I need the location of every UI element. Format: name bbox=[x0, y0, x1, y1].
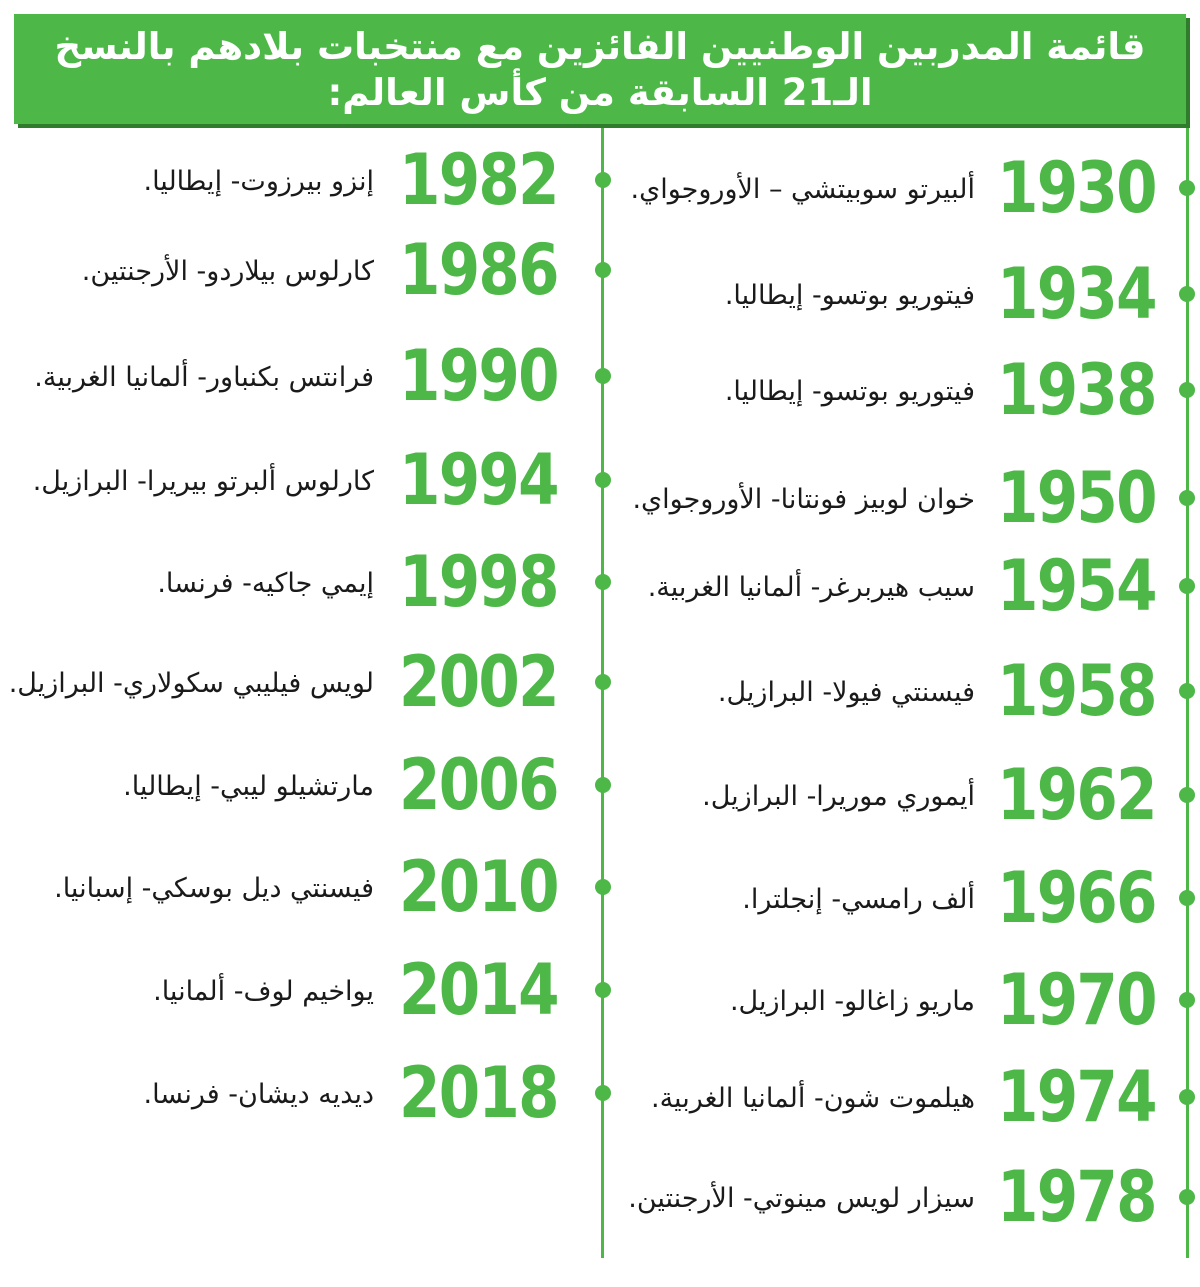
timeline-entry bbox=[0, 642, 614, 722]
timeline-dot-icon bbox=[1179, 890, 1195, 906]
entry-year: 1970 bbox=[997, 959, 1156, 1041]
timeline-entry bbox=[600, 350, 1200, 430]
timeline-entry bbox=[0, 542, 614, 622]
entry-year: 2018 bbox=[399, 1052, 558, 1134]
timeline-dot-icon bbox=[595, 574, 611, 590]
timeline-entry bbox=[0, 230, 614, 310]
entry-year: 2006 bbox=[399, 744, 558, 826]
timeline-entry bbox=[0, 140, 614, 220]
timeline-entry bbox=[0, 847, 614, 927]
timeline-dot-icon bbox=[1179, 578, 1195, 594]
timeline-entry bbox=[600, 651, 1200, 731]
timeline-dot-icon bbox=[595, 1085, 611, 1101]
timeline-dot-icon bbox=[1179, 787, 1195, 803]
entry-year: 1950 bbox=[997, 457, 1156, 539]
entry-year: 2010 bbox=[399, 846, 558, 928]
timeline-dot-icon bbox=[595, 472, 611, 488]
timeline-entry bbox=[0, 745, 614, 825]
timeline-entry bbox=[600, 148, 1200, 228]
timeline-entry bbox=[0, 336, 614, 416]
timeline-entry bbox=[600, 546, 1200, 626]
entry-year: 1986 bbox=[399, 229, 558, 311]
entry-text: فيسنتي ديل بوسكي- إسبانيا. bbox=[54, 873, 374, 904]
entry-text: يواخيم لوف- ألمانيا. bbox=[153, 976, 374, 1007]
entry-text: هيلموت شون- ألمانيا الغربية. bbox=[650, 1083, 975, 1114]
timeline-dot-icon bbox=[1179, 382, 1195, 398]
timeline-entry bbox=[600, 755, 1200, 835]
entry-text: سيب هيربرغر- ألمانيا الغربية. bbox=[647, 572, 975, 603]
timeline-dot-icon bbox=[595, 879, 611, 895]
timeline-dot-icon bbox=[595, 368, 611, 384]
entry-text: كارلوس ألبرتو بيريرا- البرازيل. bbox=[32, 466, 374, 497]
entry-year: 2002 bbox=[399, 641, 558, 723]
timeline-dot-icon bbox=[595, 674, 611, 690]
entry-year: 1954 bbox=[997, 545, 1156, 627]
entry-year: 1978 bbox=[997, 1156, 1156, 1238]
timeline-dot-icon bbox=[1179, 1089, 1195, 1105]
entry-year: 1982 bbox=[399, 139, 558, 221]
entry-text: لويس فيليبي سكولاري- البرازيل. bbox=[8, 668, 374, 699]
entry-text: ألف رامسي- إنجلترا. bbox=[742, 884, 975, 915]
timeline-entry bbox=[0, 950, 614, 1030]
entry-year: 1938 bbox=[997, 349, 1156, 431]
entry-year: 1998 bbox=[399, 541, 558, 623]
entry-text: فيتوريو بوتسو- إيطاليا. bbox=[724, 280, 975, 311]
timeline-entry bbox=[600, 1157, 1200, 1237]
entry-text: ماريو زاغالو- البرازيل. bbox=[729, 986, 975, 1017]
entry-text: إيمي جاكيه- فرنسا. bbox=[157, 568, 374, 599]
timeline-entry bbox=[0, 440, 614, 520]
entry-year: 1930 bbox=[997, 147, 1156, 229]
timeline-dot-icon bbox=[595, 982, 611, 998]
title-banner bbox=[14, 14, 1186, 124]
timeline-entry bbox=[600, 1057, 1200, 1137]
timeline-dot-icon bbox=[1179, 490, 1195, 506]
entry-text: سيزار لويس مينوتي- الأرجنتين. bbox=[628, 1183, 975, 1214]
timeline-dot-icon bbox=[1179, 286, 1195, 302]
entry-year: 1962 bbox=[997, 754, 1156, 836]
entry-text: فيتوريو بوتسو- إيطاليا. bbox=[724, 376, 975, 407]
page-title: قائمة المدربين الوطنيين الفائزين مع منتخبات بلادهم بالنسخ الـ21 السابقة من كأس العالم: bbox=[54, 25, 1146, 114]
timeline-entry bbox=[600, 458, 1200, 538]
entry-text: كارلوس بيلاردو- الأرجنتين. bbox=[81, 256, 374, 287]
entry-text: إنزو بيرزوت- إيطاليا. bbox=[143, 166, 374, 197]
timeline-dot-icon bbox=[1179, 1189, 1195, 1205]
entry-year: 1934 bbox=[997, 253, 1156, 335]
timeline-dot-icon bbox=[595, 262, 611, 278]
entry-year: 2014 bbox=[399, 949, 558, 1031]
timeline-dot-icon bbox=[595, 172, 611, 188]
entry-year: 1990 bbox=[399, 335, 558, 417]
entry-text: ديديه ديشان- فرنسا. bbox=[143, 1079, 374, 1110]
timeline-dot-icon bbox=[595, 777, 611, 793]
timeline-dot-icon bbox=[1179, 992, 1195, 1008]
entry-year: 1966 bbox=[997, 857, 1156, 939]
entry-text: أيموري موريرا- البرازيل. bbox=[702, 781, 975, 812]
timeline-entry bbox=[600, 254, 1200, 334]
timeline-entry bbox=[600, 858, 1200, 938]
entry-year: 1994 bbox=[399, 439, 558, 521]
timeline-entry bbox=[600, 960, 1200, 1040]
entry-text: ألبيرتو سوبيتشي – الأوروجواي. bbox=[630, 174, 975, 205]
timeline-entry bbox=[0, 1053, 614, 1133]
entry-text: مارتشيلو ليبي- إيطاليا. bbox=[123, 771, 374, 802]
entry-text: فرانتس بكنباور- ألمانيا الغربية. bbox=[34, 362, 374, 393]
entry-year: 1958 bbox=[997, 650, 1156, 732]
entry-year: 1974 bbox=[997, 1056, 1156, 1138]
entry-text: خوان لوبيز فونتانا- الأوروجواي. bbox=[632, 484, 975, 515]
timeline-dot-icon bbox=[1179, 180, 1195, 196]
entry-text: فيسنتي فيولا- البرازيل. bbox=[717, 677, 975, 708]
timeline-dot-icon bbox=[1179, 683, 1195, 699]
